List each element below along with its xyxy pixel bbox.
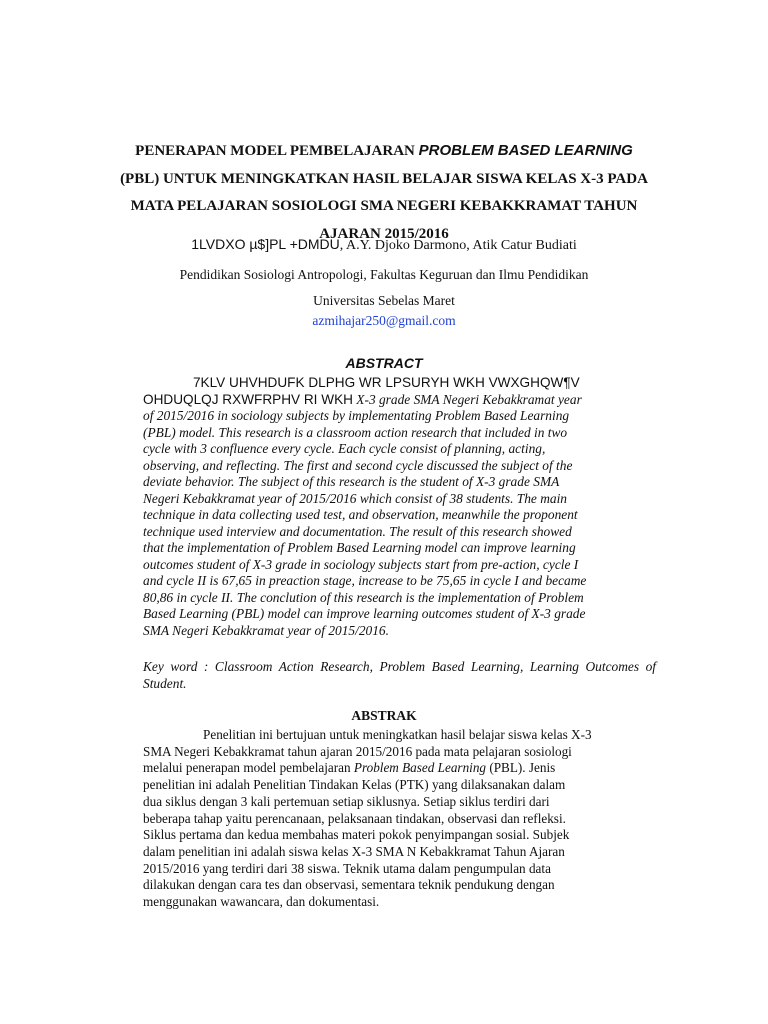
abstract-line: cycle with 3 confluence every cycle. Each cycle consist of planning, acting,	[143, 441, 546, 456]
abstract-line: and cycle II is 67,65 in preaction stage, increase to be 75,65 in cycle I and became	[143, 573, 587, 588]
author-email-link[interactable]: azmihajar250@gmail.com	[312, 313, 456, 328]
abstract-line: technique used interview and documentation. The result of this research showed	[143, 523, 572, 539]
author-rest: , A.Y. Djoko Darmono, Atik Catur Budiati	[339, 238, 577, 253]
abstract-line: 80,86 in cycle II. The conclution of this research is the implementation of Problem	[143, 589, 584, 605]
abstrak-heading: ABSTRAK	[351, 708, 417, 723]
title-part-3: (PBL) UNTUK MENINGKATKAN HASIL BELAJAR SISWA KELAS X-3 PADA MATA PELAJARAN SOSIOLOGI SMA NEGERI KEBAKKRAMAT TAHUN AJARAN 2015/2016	[120, 170, 648, 242]
abstract-heading: ABSTRACT	[345, 355, 423, 371]
abstract-line: deviate behavior. The subject of this research is the student of X-3 grade SMA	[143, 474, 560, 489]
abstract-garbled-line-2: OHDUQLQJ RXWFRPHV RI WKH	[143, 391, 353, 407]
abstrak-line: dua siklus dengan 3 kali pertemuan setiap siklusnya. Setiap siklus terdiri dari	[143, 793, 550, 809]
abstrak-line: SMA Negeri Kebakkramat tahun ajaran 2015/2016 pada mata pelajaran sosiologi	[143, 743, 572, 759]
abstract-line: technique in data collecting used test, and observation, meanwhile the proponent	[143, 507, 578, 522]
abstract-line: of 2015/2016 in sociology subjects by implementating Problem Based Learning	[143, 408, 570, 423]
title-part-2-italic: PROBLEM BASED LEARNING	[418, 142, 633, 159]
abstrak-line: dilakukan dengan cara tes dan observasi, sementara teknik pendukung dengan	[143, 877, 555, 893]
abstrak-line: dalam penelitian ini adalah siswa kelas X-3 SMA N Kebakkramat Tahun Ajaran	[143, 843, 565, 859]
abstract-line: outcomes student of X-3 grade in sociology subjects start from pre-action, cycle I	[143, 556, 579, 572]
abstrak-body	[143, 727, 656, 911]
author-first-garbled: 1LVDXO µ$]PL +DMDU	[191, 236, 340, 252]
abstract-line: Negeri Kebakkramat year of 2015/2016 which consist of 38 students. The main	[143, 490, 568, 506]
abstract-line: (PBL) model. This research is a classroom action research that included in two	[143, 424, 568, 440]
abstract-line: that the implementation of Problem Based Learning model can improve learning	[143, 540, 576, 555]
abstrak-line: Penelitian ini bertujuan untuk meningkatkan hasil belajar siswa kelas X-3	[203, 727, 592, 742]
abstrak-line: menggunakan wawancara, dan dokumentasi.	[143, 894, 380, 910]
paper-title	[118, 137, 650, 248]
affiliation-line-1: Pendidikan Sosiologi Antropologi, Fakultas Keguruan dan Ilmu Pendidikan	[179, 267, 589, 282]
abstract-line: observing, and reflecting. The first and second cycle discussed the subject of the	[143, 457, 573, 473]
abstract-line: Based Learning (PBL) model can improve learning outcomes student of X-3 grade	[143, 606, 586, 621]
abstract-line: SMA Negeri Kebakkramat year of 2015/2016.	[143, 622, 389, 638]
abstrak-line: Siklus pertama dan kedua membahas materi pokok penyimpangan sosial. Subjek	[143, 827, 570, 843]
title-part-1: PENERAPAN MODEL PEMBELAJARAN	[135, 143, 419, 159]
affiliation	[118, 262, 650, 314]
keywords: Key word : Classroom Action Research, Problem Based Learning, Learning Outcomes of Student.	[143, 659, 656, 691]
abstract-body	[143, 375, 656, 639]
abstract-garbled-line-1: 7KLV UHVHDUFK DLPHG WR LPSURYH WKH VWXGHQW¶V	[193, 375, 580, 390]
affiliation-line-2: Universitas Sebelas Maret	[313, 293, 455, 308]
abstract-line: OHDUQLQJ RXWFRPHV RI WKH X-3 grade SMA Negeri Kebakkramat year	[143, 391, 582, 407]
author-line	[118, 235, 650, 255]
abstrak-line: melalui penerapan model pembelajaran Problem Based Learning (PBL). Jenis	[143, 760, 556, 776]
abstrak-line: 2015/2016 yang terdiri dari 38 siswa. Teknik utama dalam pengumpulan data	[143, 860, 551, 876]
abstrak-line: penelitian ini adalah Penelitian Tindakan Kelas (PTK) yang dilaksanakan dalam	[143, 777, 566, 793]
abstrak-line: beberapa tahap yaitu perencanaan, pelaksanaan tindakan, observasi dan refleksi.	[143, 810, 566, 826]
